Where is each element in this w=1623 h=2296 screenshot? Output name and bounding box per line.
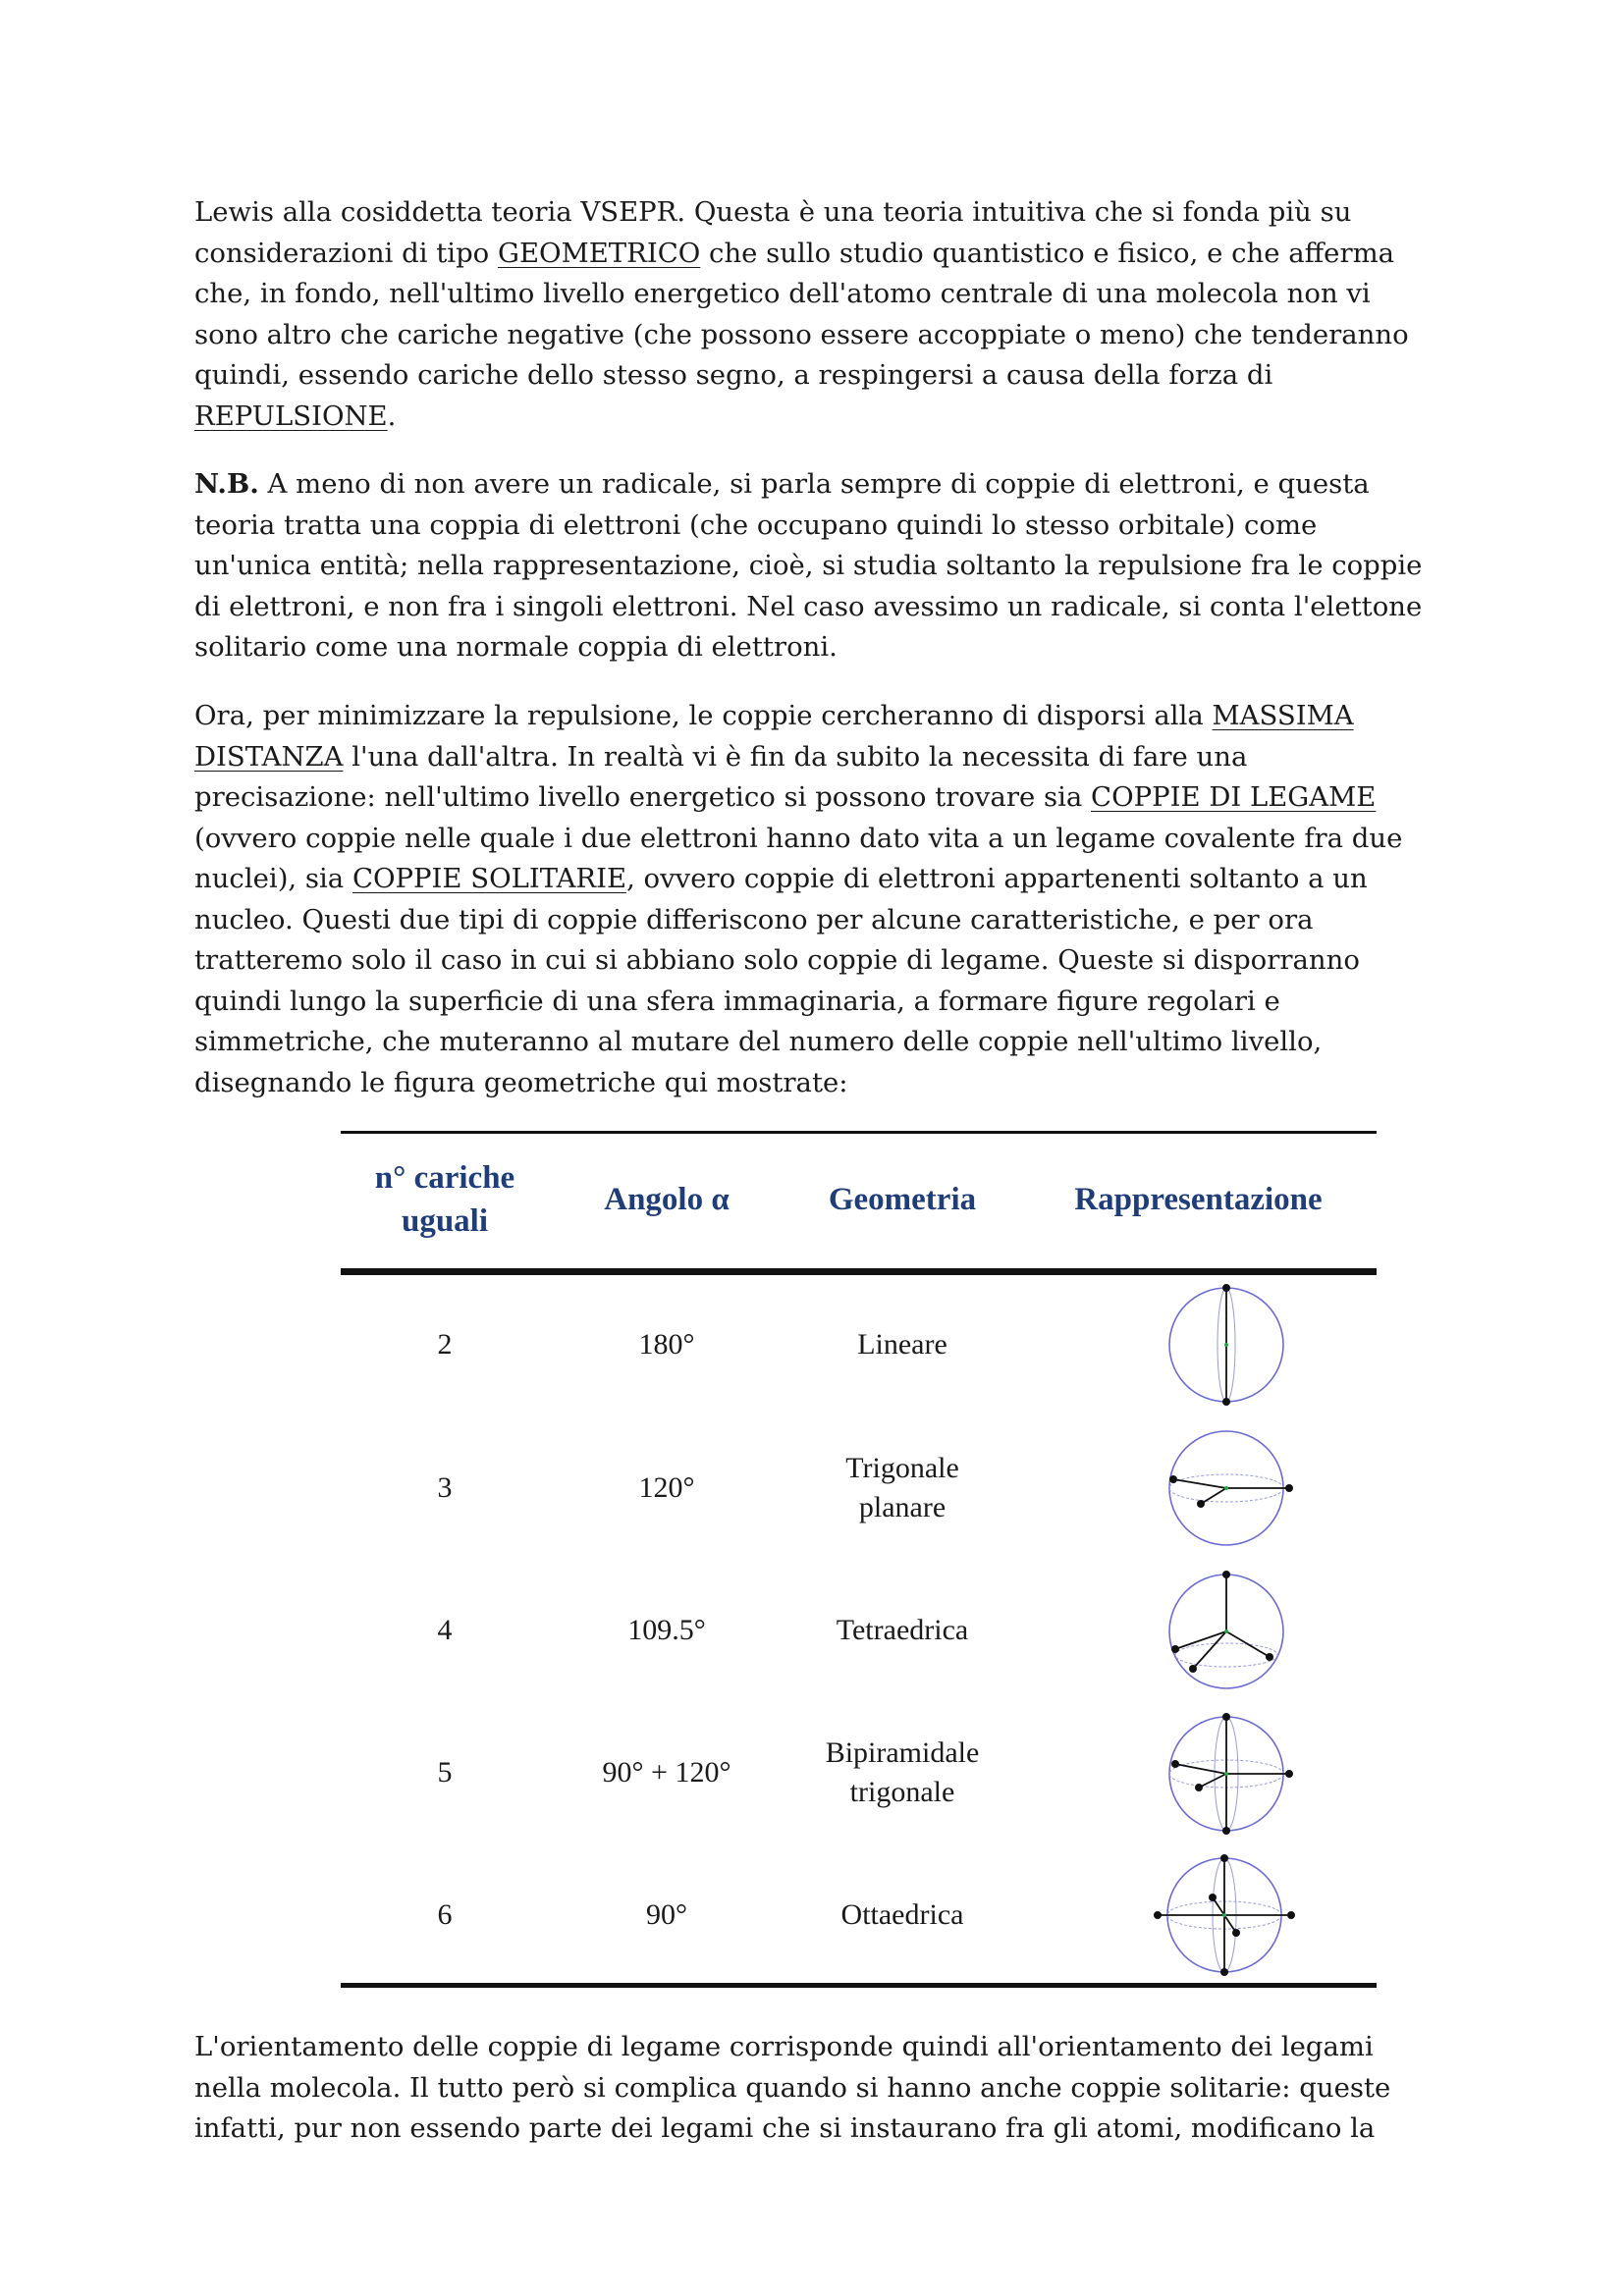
text-line: DISTANZA l'una dall'altra. In realtà vi è fin da subito la necessita di fare una xyxy=(194,740,1248,773)
text-line: precisazione: nell'ultimo livello energetico si possono trovare sia COPPIE DI LEGAME xyxy=(194,781,1377,813)
nota-bene-label: N.B. xyxy=(194,468,259,500)
text-line: infatti, pur non essendo parte dei legami che si instaurano fra gli atomi, modificano la xyxy=(194,2112,1376,2144)
paragraph-massima-distanza xyxy=(194,696,1520,1103)
tetrahedral-sphere-diagram xyxy=(1163,1569,1289,1694)
cell-charges: 4 xyxy=(437,1614,453,1646)
table-bottom-rule xyxy=(341,1983,1377,1988)
text-line: (ovvero coppie nelle quale i due elettroni hanno dato vita a un legame covalente fra due xyxy=(194,822,1403,854)
cell-angle: 109.5° xyxy=(627,1614,706,1646)
text-line: un'unica entità; nella rappresentazione, cioè, si studia soltanto la repulsione fra le coppie xyxy=(194,550,1423,581)
text-line: quindi lungo la superficie di una sfera immaginaria, a formare figure regolari e xyxy=(194,985,1280,1017)
paragraph-orientamento xyxy=(194,2027,1520,2150)
text-line: considerazioni di tipo GEOMETRICO che sullo studio quantistico e fisico, e che afferma xyxy=(194,237,1395,269)
text-line: che, in fondo, nell'ultimo livello energetico dell'atomo centrale di una molecola non vi xyxy=(194,278,1371,309)
cell-geometry: Tetraedrica xyxy=(836,1614,969,1646)
text-line: nucleo. Questi due tipi di coppie differiscono per alcune caratteristiche, e per ora xyxy=(194,903,1314,935)
cell-charges: 5 xyxy=(437,1756,453,1789)
text-line: quindi, essendo cariche dello stesso segno, a respingersi a causa della forza di xyxy=(194,359,1273,391)
text-line: REPULSIONE. xyxy=(194,400,397,432)
cell-angle: 180° xyxy=(638,1328,695,1361)
header-angle: Angolo α xyxy=(604,1182,730,1217)
cell-angle: 90° + 120° xyxy=(602,1756,731,1789)
cell-geometry: Ottaedrica xyxy=(840,1898,964,1931)
text-line: di elettroni, e non fra i singoli elettroni. Nel caso avessimo un radicale, si conta l'elettone xyxy=(194,590,1423,622)
octahedral-sphere-diagram xyxy=(1152,1850,1297,1980)
text-line: teoria tratta una coppia di elettroni (che occupano quindi lo stesso orbitale) come xyxy=(194,508,1318,541)
paragraph-vsepr-intro xyxy=(194,192,1520,437)
underlined-term-massima: MASSIMA xyxy=(1212,700,1354,731)
text-line: nuclei), sia COPPIE SOLITARIE, ovvero coppie di elettroni appartenenti soltanto a un xyxy=(194,863,1368,894)
text-line: Lewis alla cosiddetta teoria VSEPR. Questa è una teoria intuitiva che si fonda più su xyxy=(194,196,1352,228)
cell-angle: 120° xyxy=(638,1471,695,1504)
cell-charges: 3 xyxy=(437,1471,453,1504)
trigonal-bipyramidal-sphere-diagram xyxy=(1160,1711,1297,1837)
text-line: disegnando le figura geometriche qui mostrate: xyxy=(194,1066,848,1098)
cell-charges: 6 xyxy=(437,1898,453,1931)
text-line: L'orientamento delle coppie di legame corrisponde quindi all'orientamento dei legami xyxy=(194,2031,1374,2062)
underlined-term-coppie-solitarie: COPPIE SOLITARIE xyxy=(352,863,627,894)
underlined-term-repulsione: REPULSIONE xyxy=(194,400,388,432)
header-representation: Rappresentazione xyxy=(1074,1182,1323,1217)
cell-geometry: Trigonale planare xyxy=(845,1452,959,1523)
paragraph-nota-bene xyxy=(194,464,1520,668)
text-line: solitario come una normale coppia di elettroni. xyxy=(194,631,838,663)
text-line: Ora, per minimizzare la repulsione, le coppie cercheranno di disporsi alla MASSIMA xyxy=(194,700,1354,731)
text-line: tratteremo solo il caso in cui si abbiano solo coppie di legame. Queste si disporranno xyxy=(194,944,1360,976)
header-charges: n° cariche uguali xyxy=(374,1160,515,1239)
underlined-term-coppie-di-legame: COPPIE DI LEGAME xyxy=(1091,781,1377,813)
table-header-rule xyxy=(341,1268,1377,1275)
header-geometry: Geometria xyxy=(828,1182,977,1217)
cell-charges: 2 xyxy=(437,1328,453,1361)
cell-angle: 90° xyxy=(646,1898,687,1931)
text-line: simmetriche, che muteranno al mutare del numero delle coppie nell'ultimo livello, xyxy=(194,1026,1323,1057)
text-line: sono altro che cariche negative (che possono essere accoppiate o meno) che tenderanno xyxy=(194,318,1409,350)
trigonal-planar-sphere-diagram xyxy=(1163,1425,1297,1551)
cell-geometry: Lineare xyxy=(857,1328,947,1361)
linear-sphere-diagram xyxy=(1163,1282,1289,1408)
text-line: N.B. A meno di non avere un radicale, si parla sempre di coppie di elettroni, e questa xyxy=(194,468,1370,500)
text-line: nella molecola. Il tutto però si complica quando si hanno anche coppie solitarie: queste xyxy=(194,2071,1391,2104)
underlined-term-geometrico: GEOMETRICO xyxy=(497,237,701,269)
cell-geometry: Bipiramidale trigonale xyxy=(825,1736,980,1808)
underlined-term-distanza: DISTANZA xyxy=(194,740,344,773)
